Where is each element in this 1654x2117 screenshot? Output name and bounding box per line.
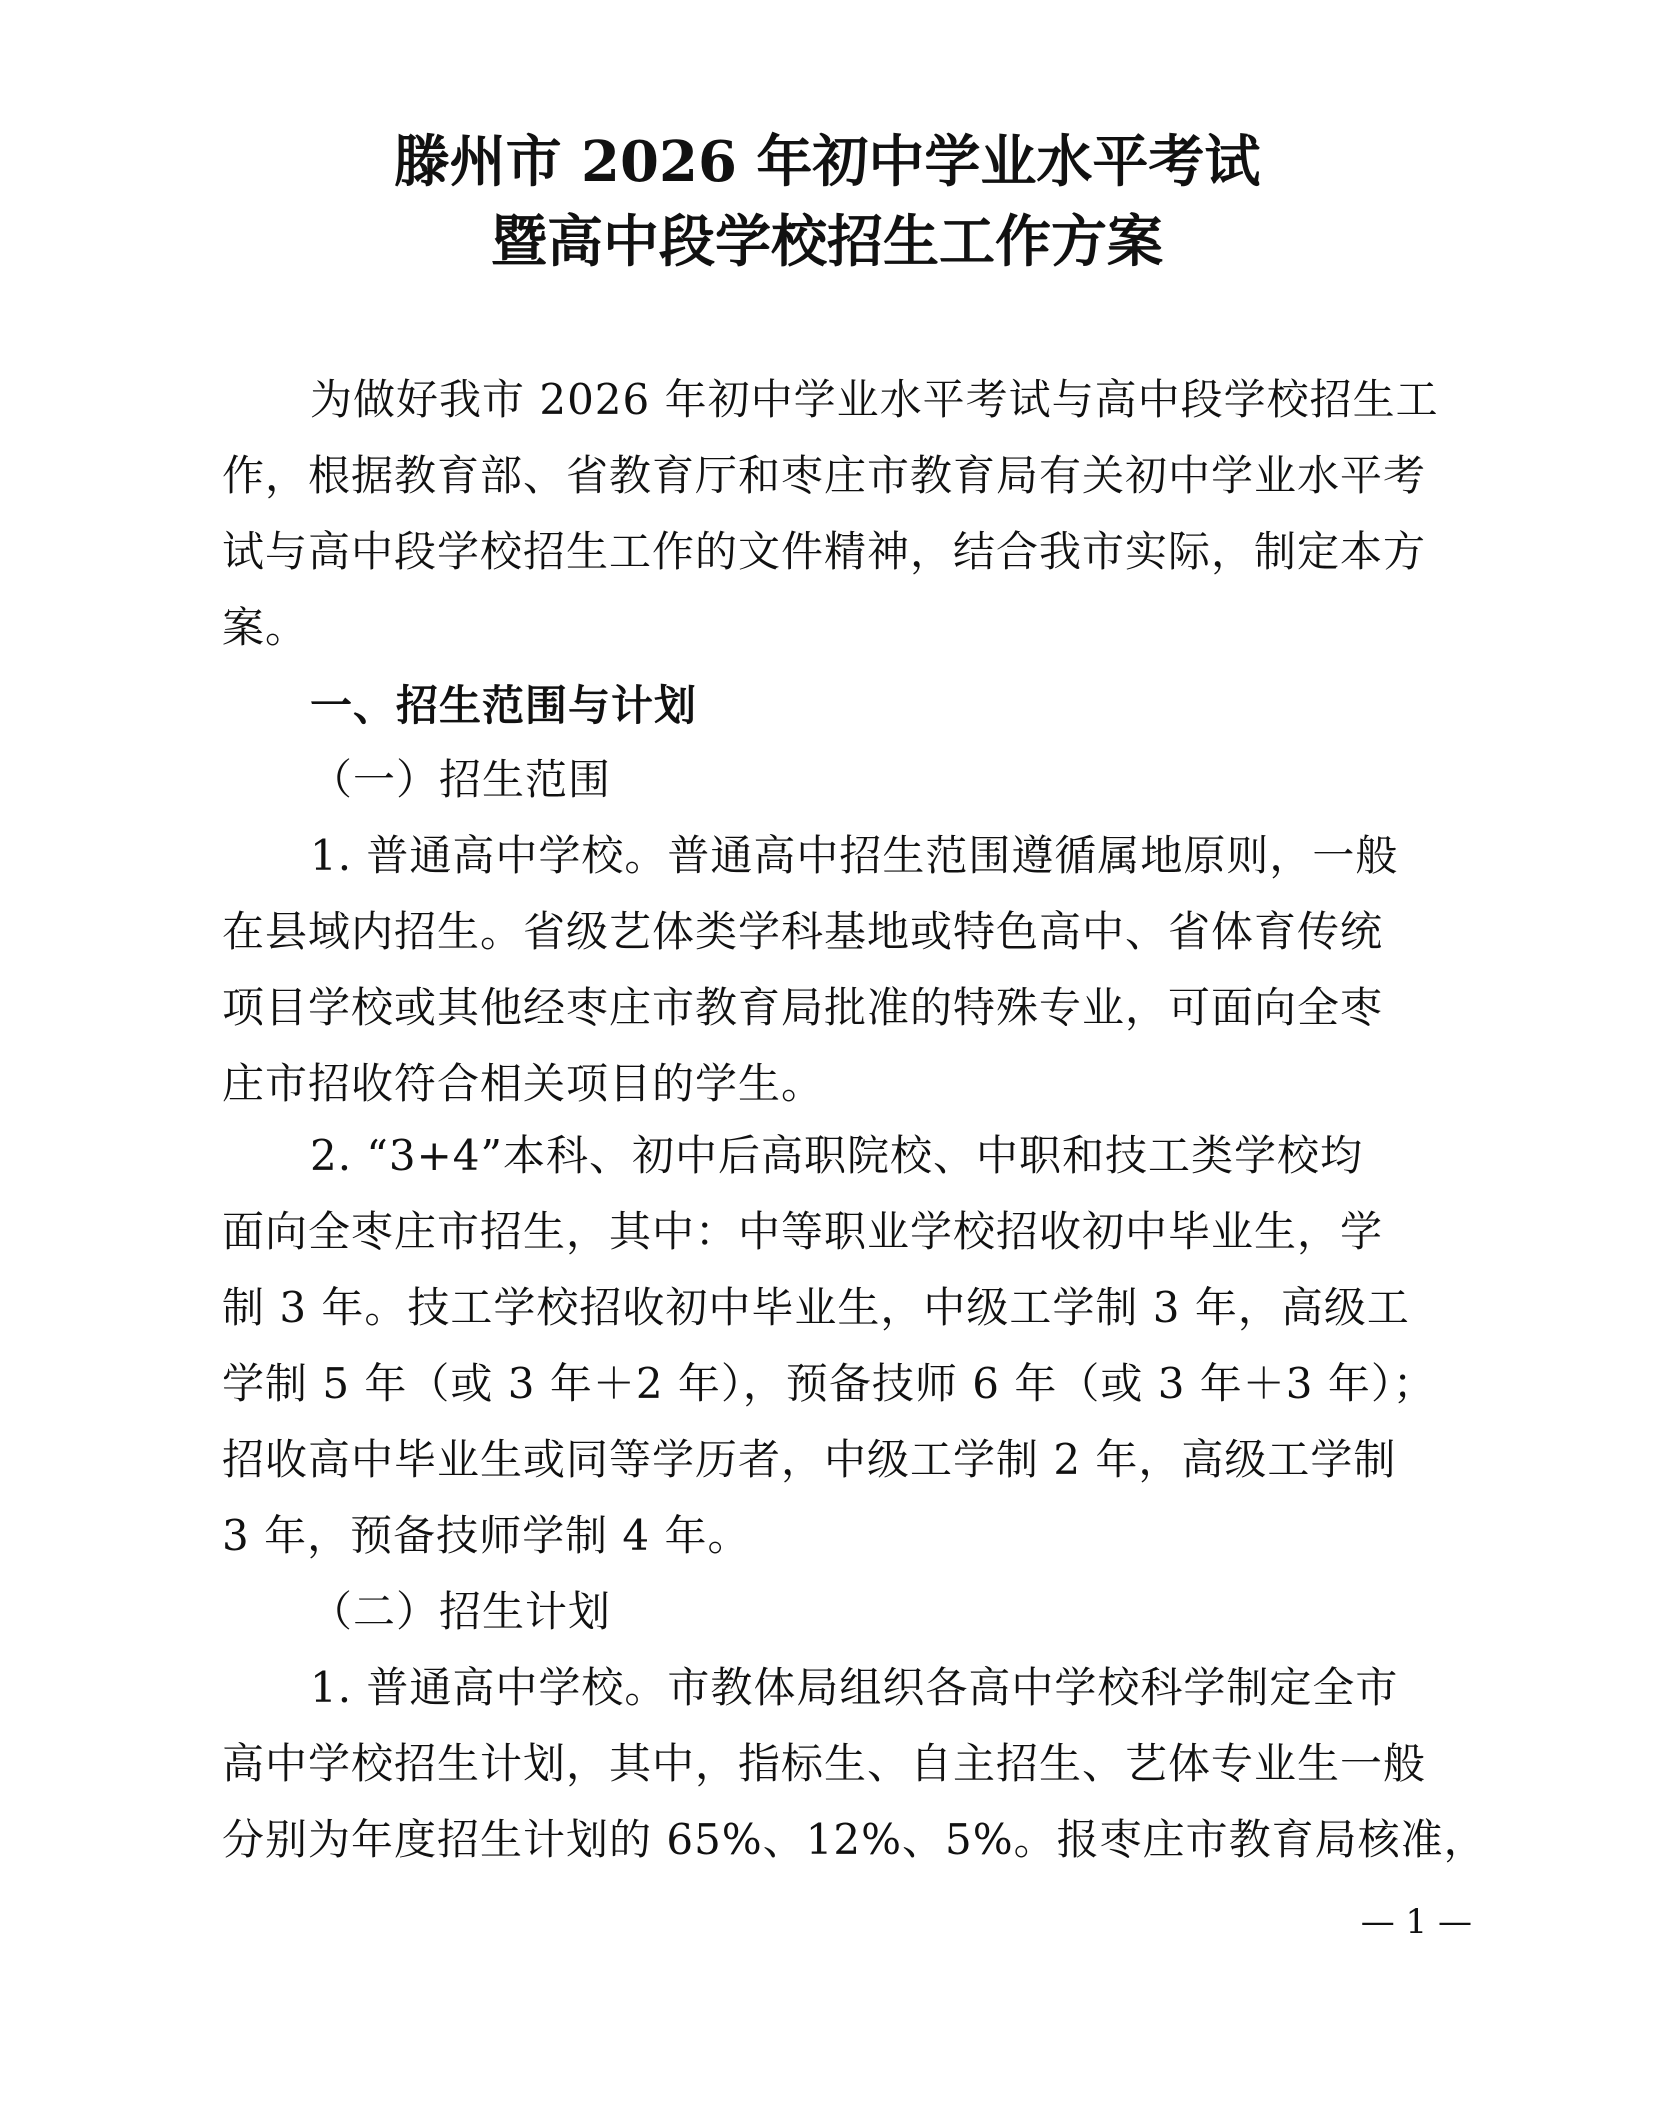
paragraph-line: 为做好我市 2026 年初中学业水平考试与高中段学校招生工 bbox=[310, 375, 1439, 424]
paragraph-line: 制 3 年。技工学校招收初中毕业生，中级工学制 3 年，高级工 bbox=[222, 1283, 1410, 1332]
document-title-line-2: 暨高中段学校招生工作方案 bbox=[491, 209, 1163, 275]
document-title-line-1: 滕州市 2026 年初中学业水平考试 bbox=[393, 129, 1261, 195]
subsection-heading: （二）招生计划 bbox=[310, 1587, 612, 1636]
paragraph-line: 案。 bbox=[222, 603, 309, 652]
subsection-heading: （一）招生范围 bbox=[310, 755, 612, 804]
paragraph-line: 3 年，预备技师学制 4 年。 bbox=[222, 1511, 751, 1560]
paragraph-line: 学制 5 年（或 3 年＋2 年），预备技师 6 年（或 3 年＋3 年）； bbox=[222, 1359, 1436, 1408]
paragraph-line: 分别为年度招生计划的 65%、12%、5%。报枣庄市教育局核准， bbox=[222, 1815, 1487, 1864]
paragraph-line: 1. 普通高中学校。市教体局组织各高中学校科学制定全市 bbox=[310, 1663, 1399, 1712]
paragraph-line: 招收高中毕业生或同等学历者，中级工学制 2 年，高级工学制 bbox=[222, 1435, 1397, 1484]
paragraph-line: 试与高中段学校招生工作的文件精神，结合我市实际，制定本方 bbox=[222, 527, 1427, 576]
paragraph-line: 项目学校或其他经枣庄市教育局批准的特殊专业，可面向全枣 bbox=[222, 983, 1384, 1032]
paragraph-line: 高中学校招生计划，其中，指标生、自主招生、艺体专业生一般 bbox=[222, 1739, 1427, 1788]
paragraph-line: 1. 普通高中学校。普通高中招生范围遵循属地原则，一般 bbox=[310, 831, 1399, 880]
section-heading: 一、招生范围与计划 bbox=[310, 681, 698, 730]
paragraph-line: 面向全枣庄市招生，其中：中等职业学校招收初中毕业生，学 bbox=[222, 1207, 1384, 1256]
paragraph-line: 2. “3+4”本科、初中后高职院校、中职和技工类学校均 bbox=[310, 1131, 1364, 1180]
paragraph-line: 作，根据教育部、省教育厅和枣庄市教育局有关初中学业水平考 bbox=[222, 451, 1427, 500]
paragraph-line: 在县域内招生。省级艺体类学科基地或特色高中、省体育传统 bbox=[222, 907, 1384, 956]
page-number: — 1 — bbox=[1360, 1902, 1472, 1942]
paragraph-line: 庄市招收符合相关项目的学生。 bbox=[222, 1059, 825, 1108]
